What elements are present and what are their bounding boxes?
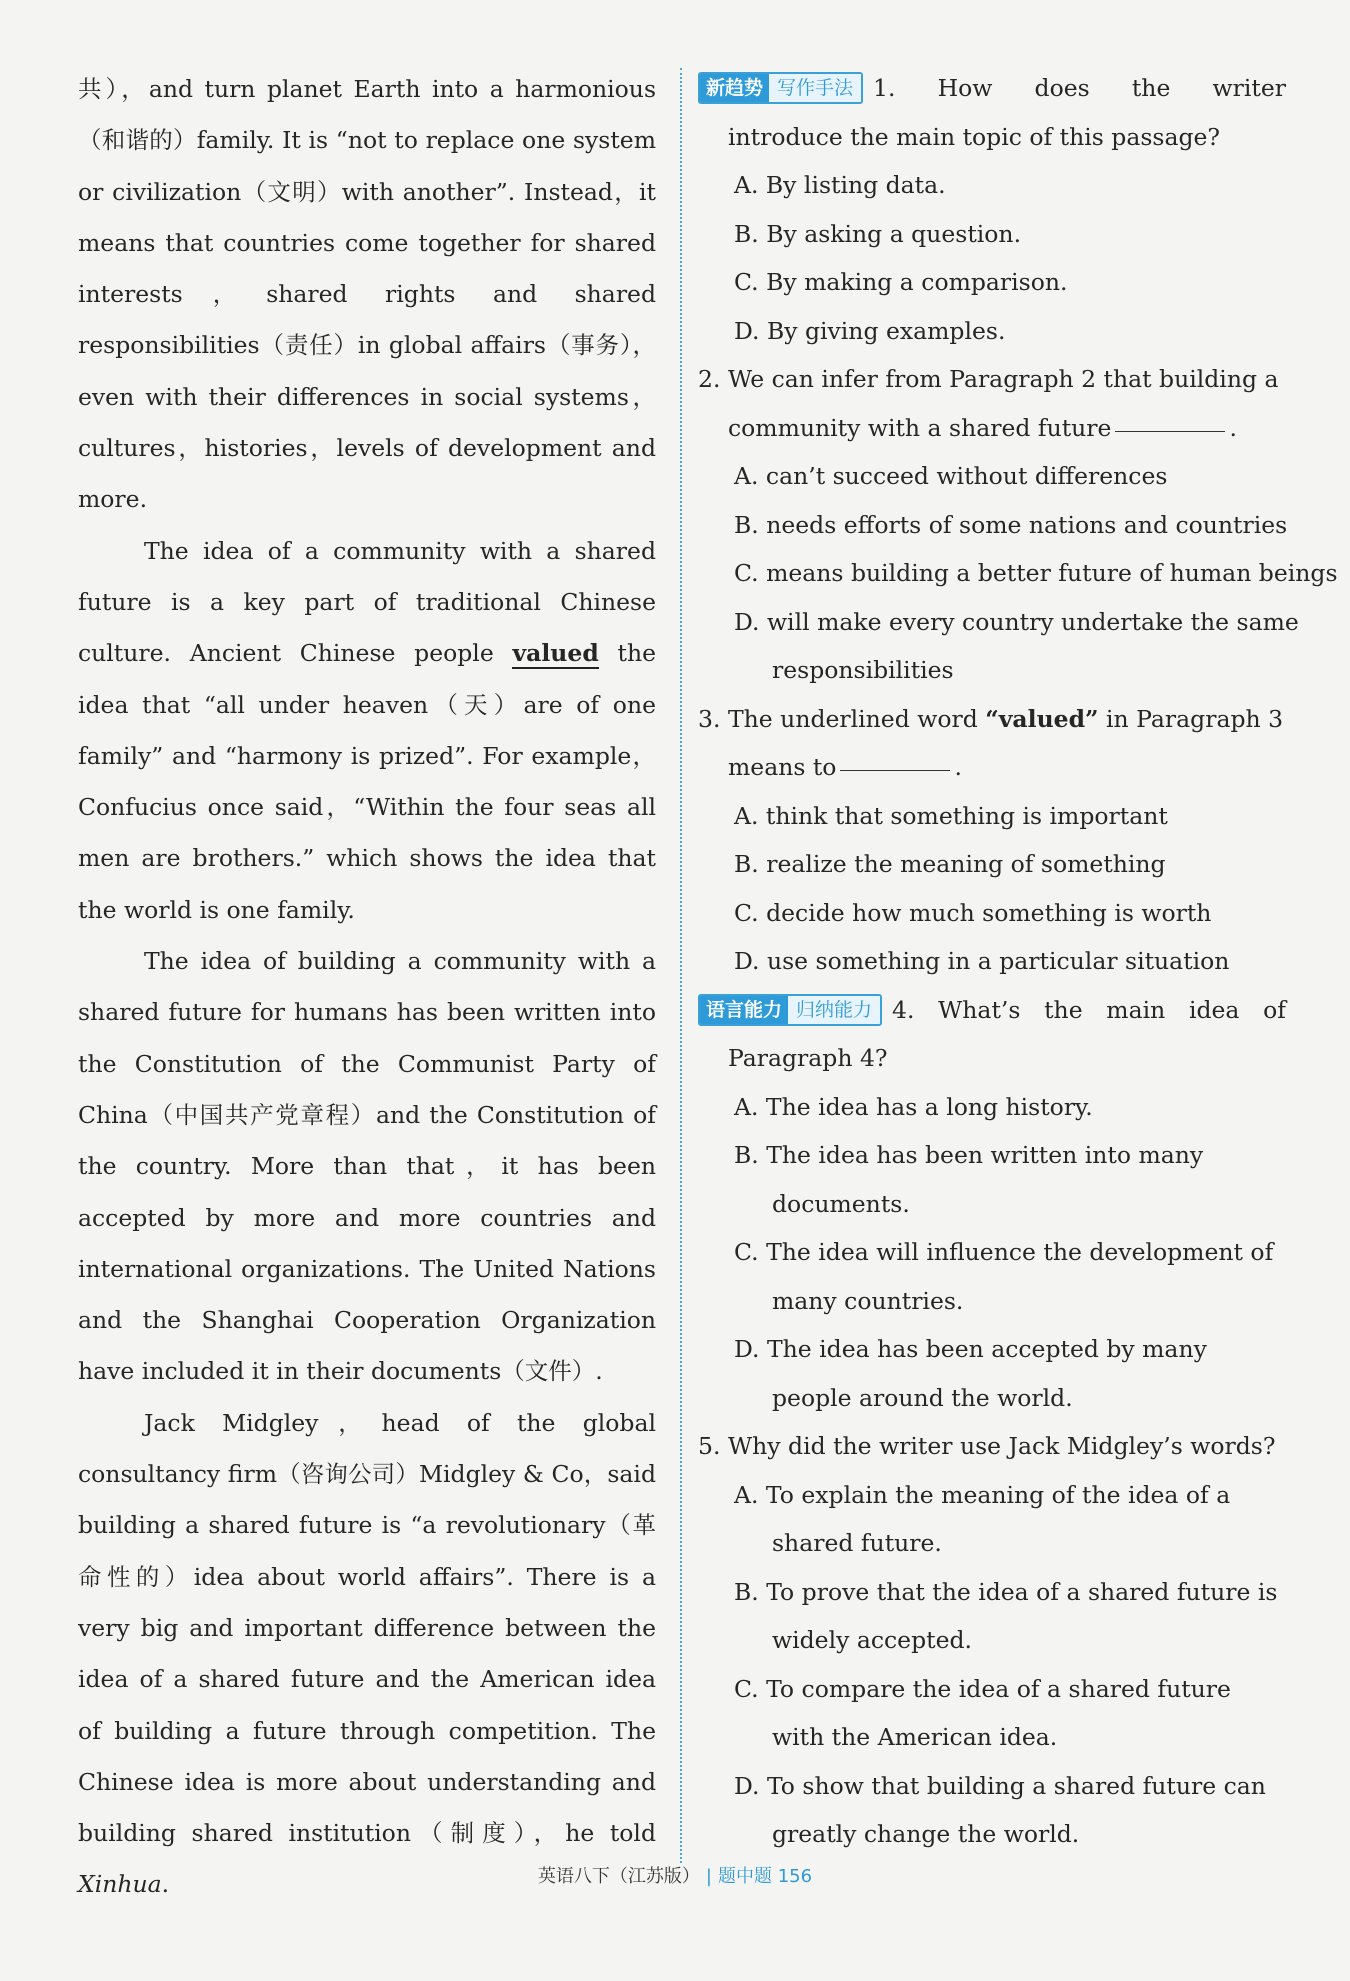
question-4-stem: 语言能力 归纳能力 4. What’s the main idea of bbox=[698, 986, 1286, 1035]
question-3-option-c[interactable]: C. decide how much something is worth bbox=[734, 898, 1212, 927]
question-3-stem-cont: means to . bbox=[728, 753, 962, 781]
question-5-stem: 5. Why did the writer use Jack Midgley’s words? bbox=[698, 1432, 1276, 1460]
question-5-option-a-cont: shared future. bbox=[772, 1529, 942, 1557]
question-2-stem: 2. We can infer from Paragraph 2 that building a bbox=[698, 365, 1279, 393]
question-5-option-d-cont: greatly change the world. bbox=[772, 1820, 1080, 1848]
question-5-option-a[interactable]: A. To explain the meaning of the idea of a bbox=[734, 1480, 1231, 1509]
question-2-option-c[interactable]: C. means building a better future of human beings bbox=[734, 559, 1338, 587]
question-5-option-d[interactable]: D. To show that building a shared future can bbox=[734, 1771, 1266, 1800]
question-2-option-d-cont: responsibilities bbox=[772, 656, 954, 684]
question-5-option-b[interactable]: B. To prove that the idea of a shared future is bbox=[734, 1577, 1278, 1606]
question-3-option-d[interactable]: D. use something in a particular situation bbox=[734, 947, 1230, 975]
footer-separator: | bbox=[705, 1866, 712, 1887]
question-5-option-b-cont: widely accepted. bbox=[772, 1626, 972, 1654]
question-1-option-a[interactable]: A. By listing data. bbox=[734, 171, 946, 199]
question-5-option-c[interactable]: C. To compare the idea of a shared future bbox=[734, 1674, 1231, 1703]
book-title: 英语八下（江苏版） bbox=[537, 1866, 700, 1887]
page-footer bbox=[0, 1862, 1350, 1888]
question-1-option-d[interactable]: D. By giving examples. bbox=[734, 316, 1006, 345]
question-5-option-c-cont: with the American idea. bbox=[772, 1723, 1058, 1751]
questions bbox=[698, 64, 1338, 1859]
question-4-option-c[interactable]: C. The idea will influence the development of bbox=[734, 1238, 1274, 1266]
tag-writing-technique: 新趋势 写作手法 bbox=[698, 72, 863, 104]
question-2-option-d[interactable]: D. will make every country undertake the same bbox=[734, 607, 1299, 636]
question-1-stem-cont: introduce the main topic of this passage? bbox=[728, 122, 1221, 151]
passage-paragraph-3: The idea of building a community with a shared future for humans has been written into the Constitution of the Communist Party of China（中国共产党章程）and the Constitution of the country. More than that，it has been accepted by more and more countries and international organizations. The United Nations and the Shanghai Cooperation Organization have included it in their documents（文件）. bbox=[78, 947, 656, 1386]
question-4-option-b[interactable]: B. The idea has been written into many bbox=[734, 1141, 1204, 1169]
question-1-stem: 新趋势 写作手法 1. How does the writer bbox=[698, 64, 1286, 113]
question-4-option-a[interactable]: A. The idea has a long history. bbox=[734, 1092, 1093, 1121]
question-4-option-c-cont: many countries. bbox=[772, 1286, 964, 1315]
question-2-option-a[interactable]: A. can’t succeed without differences bbox=[734, 462, 1168, 490]
answer-blank bbox=[1115, 430, 1225, 432]
question-3-option-a[interactable]: A. think that something is important bbox=[734, 801, 1168, 830]
question-2-option-b[interactable]: B. needs efforts of some nations and countries bbox=[734, 510, 1288, 539]
passage-paragraph-4: Jack Midgley，head of the global consultancy firm（咨询公司）Midgley & Co，said building a shared future is “a revolutionary（革命性的）idea about world affairs”. There is a very big and important difference between the idea of a shared future and the American idea of building a future through competition. The Chinese idea is more about understanding and building shared institution（制度），he told Xinhua. bbox=[78, 1408, 656, 1899]
question-1-option-b[interactable]: B. By asking a question. bbox=[734, 219, 1022, 248]
page-number: 156 bbox=[777, 1866, 813, 1887]
passage-paragraph-2: The idea of a community with a shared future is a key part of traditional Chinese culture. Ancient Chinese people valued the idea that “all under heaven（天）are of one family” and “harmony is prized”. For example，Confucius once said，“Within the four seas all men are brothers.” which shows the idea that the world is one family. bbox=[78, 536, 656, 924]
series-name: 题中题 bbox=[717, 1866, 772, 1887]
question-4-stem-cont: Paragraph 4? bbox=[728, 1044, 888, 1072]
passage-paragraph-1: 共），and turn planet Earth into a harmonious（和谐的）family. It is “not to replace one system or civilization（文明）with another”. Instead，it means that countries come together for shared interests，shared rights and shared responsibilities（责任）in global affairs（事务），even with their differences in social systems，cultures，histories，levels of development and more. bbox=[78, 75, 656, 514]
question-3-option-b[interactable]: B. realize the meaning of something bbox=[734, 850, 1166, 878]
column-divider bbox=[680, 68, 682, 1863]
tag-language-ability: 语言能力 归纳能力 bbox=[698, 994, 882, 1026]
question-4-option-d[interactable]: D. The idea has been accepted by many bbox=[734, 1335, 1207, 1363]
underlined-word: valued bbox=[512, 639, 599, 668]
answer-blank bbox=[840, 769, 950, 771]
question-2-stem-cont: community with a shared future . bbox=[728, 413, 1237, 442]
question-1-option-c[interactable]: C. By making a comparison. bbox=[734, 268, 1068, 296]
reading-passage bbox=[78, 64, 656, 1911]
source-name: Xinhua bbox=[78, 1870, 162, 1899]
question-3-stem: 3. The underlined word “valued” in Paragraph 3 bbox=[698, 704, 1284, 733]
question-4-option-b-cont: documents. bbox=[772, 1189, 910, 1218]
question-4-option-d-cont: people around the world. bbox=[772, 1383, 1073, 1412]
